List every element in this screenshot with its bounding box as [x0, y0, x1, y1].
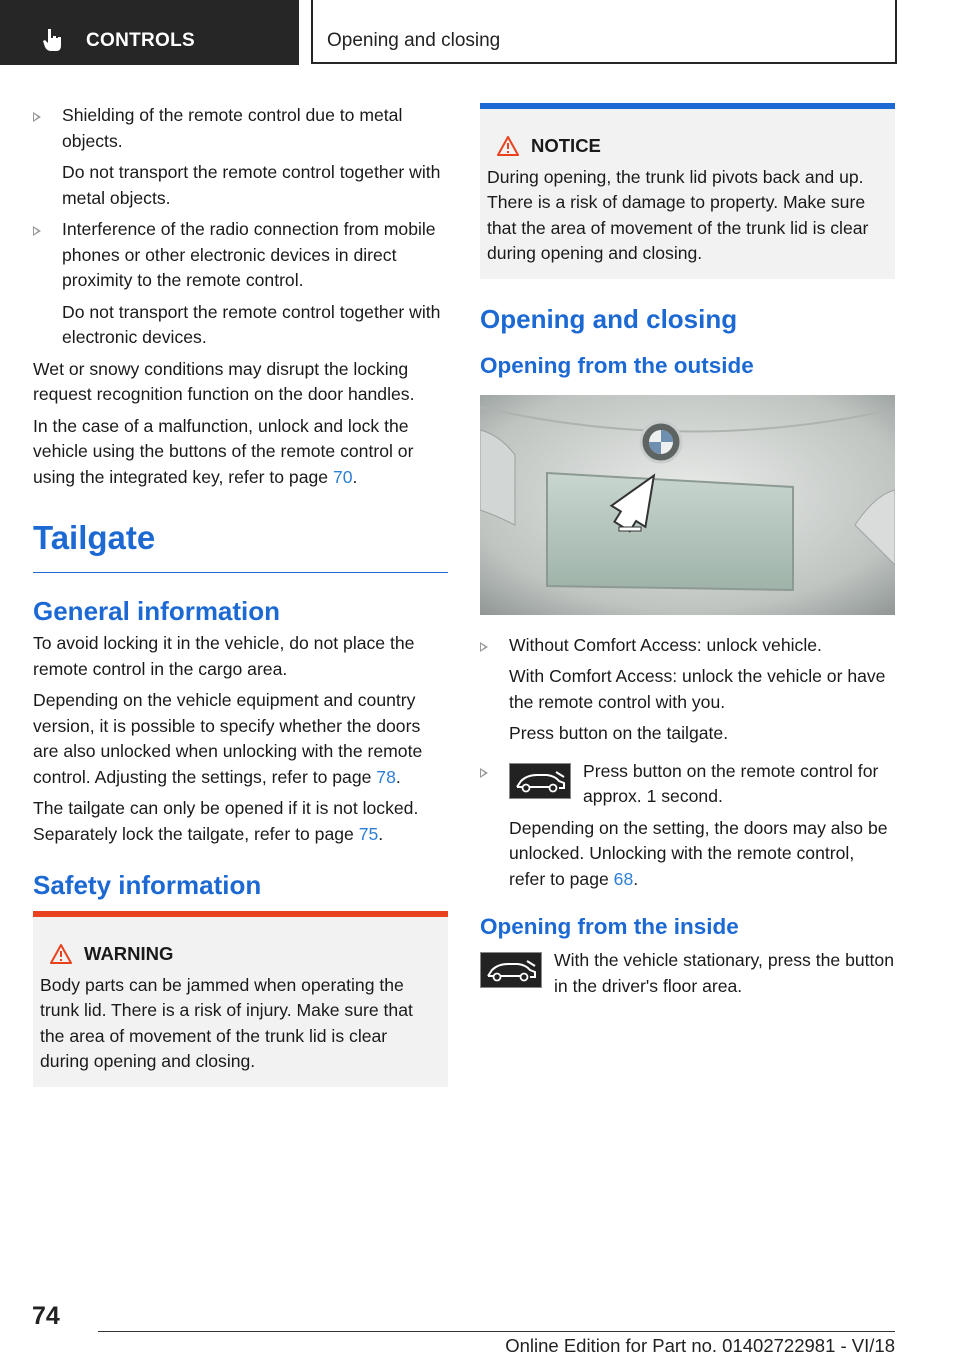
chapter-title: Tailgate — [33, 518, 448, 573]
triangle-bullet-icon — [480, 642, 488, 652]
warning-header — [40, 941, 440, 967]
triangle-bullet-icon — [33, 226, 41, 236]
warning-title: WARNING — [84, 943, 174, 964]
bullet-subtext: Do not transport the remote control together with electronic devices. — [62, 301, 441, 347]
subsection-heading: Opening from the outside — [480, 352, 754, 378]
notice-header — [487, 133, 887, 159]
warning-text: Body parts can be jammed when operating the trunk lid. There is a risk of injury. Make sure that the area of movement of the trunk lid is clear during opening and closing. — [40, 974, 413, 1071]
triangle-bullet-icon — [480, 768, 488, 778]
subsection-heading: Opening from the inside — [480, 914, 739, 939]
list-item — [33, 217, 448, 351]
notice-title: NOTICE — [531, 135, 601, 156]
list-item — [480, 633, 895, 747]
paragraph: Depending on the vehicle equipment and country version, it is possible to specify whether the doors are also unlocked when unlocking with the remote control. Adjusting the settings, refer to page 78. — [33, 690, 423, 787]
icon-row — [509, 759, 895, 810]
section-heading: General information — [33, 596, 281, 626]
section-tab — [0, 0, 299, 65]
bullet-text: Shielding of the remote control due to metal objects. — [62, 105, 403, 151]
bullet-subtext: With Comfort Access: unlock the vehicle or have the remote control with you. — [509, 666, 886, 712]
hand-pointer-icon — [40, 27, 66, 53]
tailgate-button-icon — [509, 763, 571, 799]
bullet-text: Interference of the radio connection from mobile phones or other electronic devices in direct proximity to the remote control. — [62, 219, 436, 290]
chapter-header — [311, 0, 897, 64]
left-column — [33, 103, 448, 1087]
warning-triangle-icon — [497, 136, 519, 156]
triangle-bullet-icon — [33, 112, 41, 122]
page-number: 74 — [32, 1302, 60, 1330]
right-column — [480, 103, 895, 999]
page-link[interactable]: 78 — [376, 766, 396, 787]
chapter-label: Opening and closing — [327, 30, 501, 51]
tailgate-photo — [480, 395, 895, 615]
paragraph: The tailgate can only be opened if it is not locked. Separately lock the tailgate, refer to page 75. — [33, 798, 419, 844]
bullet-subtext: Depending on the setting, the doors may also be unlocked. Unlocking with the remote control, refer to page 68. — [509, 817, 888, 889]
bullet-text: Press button on the remote control for approx. 1 second. — [583, 760, 879, 806]
page-link[interactable]: 75 — [358, 823, 379, 844]
paragraph: In the case of a malfunction, unlock and lock the vehicle using the buttons of the remote control or using the integrated key, refer to page 70. — [33, 415, 414, 487]
warning-triangle-icon — [50, 944, 72, 964]
bullet-text: Without Comfort Access: unlock vehicle. — [509, 634, 822, 655]
section-label: CONTROLS — [86, 30, 196, 51]
list-item — [480, 759, 895, 893]
icon-row — [480, 948, 895, 999]
tailgate-button-icon — [480, 952, 542, 988]
notice-text: During opening, the trunk lid pivots back and up. There is a risk of damage to property. Make sure that the area of movement of the trunk lid is clear during opening and closing. — [487, 166, 869, 263]
paragraph: With the vehicle stationary, press the button in the driver's floor area. — [554, 950, 894, 996]
footer-divider — [98, 1331, 895, 1332]
notice-box — [480, 103, 895, 279]
bullet-subtext: Press button on the tailgate. — [509, 723, 729, 743]
paragraph: Wet or snowy conditions may disrupt the locking request recognition function on the door handles. — [33, 358, 415, 404]
warning-box — [33, 911, 448, 1087]
section-heading: Safety information — [33, 870, 262, 900]
bullet-subtext: Do not transport the remote control together with metal objects. — [62, 162, 441, 208]
edition-note: Online Edition for Part no. 01402722981 - VI/18 — [505, 1335, 895, 1356]
section-heading: Opening and closing — [480, 303, 738, 334]
paragraph: To avoid locking it in the vehicle, do not place the remote control in the cargo area. — [33, 633, 415, 679]
list-item — [33, 103, 448, 211]
page-link[interactable]: 70 — [332, 466, 353, 487]
page-link[interactable]: 68 — [613, 868, 634, 889]
